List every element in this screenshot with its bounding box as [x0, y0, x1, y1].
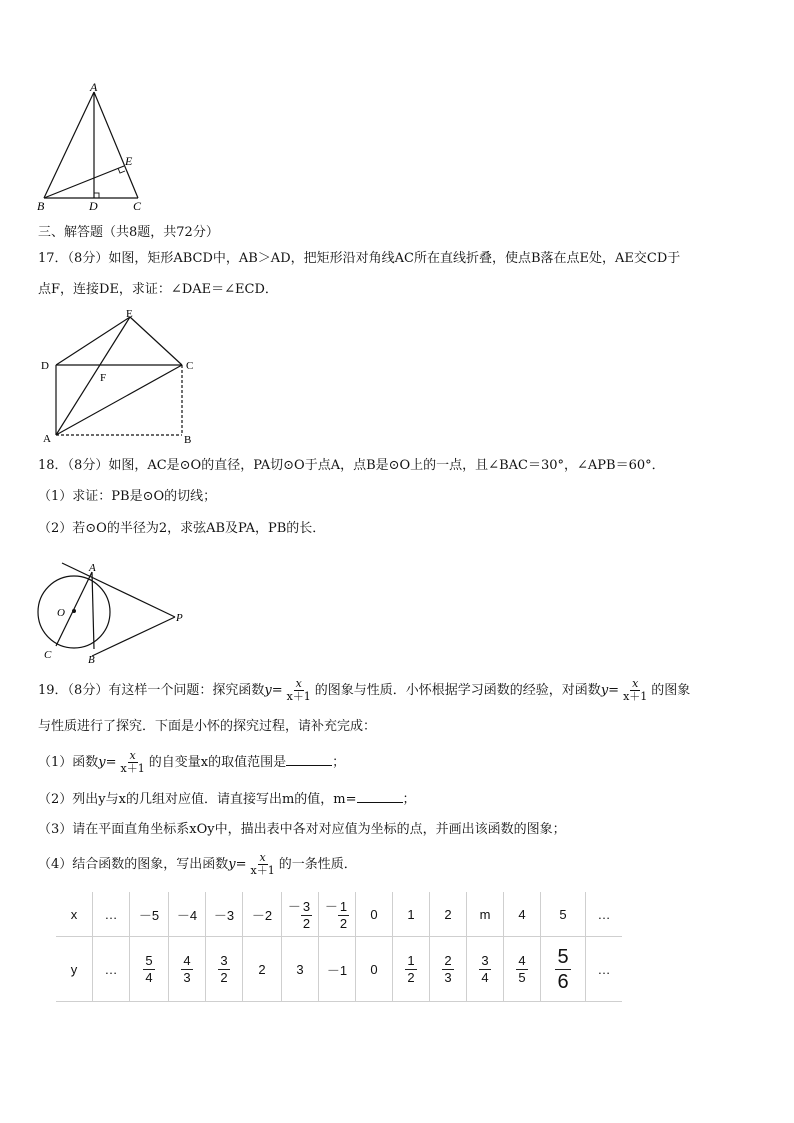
table-cell: 4 [504, 892, 541, 937]
table-cell: 2 [430, 892, 467, 937]
fraction: $\frac{3}{4}$ [481, 952, 489, 985]
label-B: B [37, 199, 45, 213]
triangle-figure [30, 80, 160, 215]
table-cell: －5 [130, 892, 169, 937]
table-cell [169, 937, 206, 1002]
function-fraction: $\frac{x}{x+1}$ [623, 677, 648, 703]
circle-tangent-figure [30, 555, 200, 670]
q19-sub3: （3）请在平面直角坐标系xOy中，描出表中各对对应值为坐标的点，并画出该函数的图象； [38, 822, 566, 837]
function-fraction: $\frac{x}{x+1}$ [250, 851, 275, 877]
table-cell [206, 937, 243, 1002]
q19-line2: 与性质进行了探究．下面是小怀的探究过程，请补充完成： [38, 719, 377, 734]
table-cell: 1 [393, 892, 430, 937]
label-F: F [100, 372, 107, 384]
table-cell: －4 [169, 892, 206, 937]
fraction: $\frac{3}{2}$ [302, 899, 311, 931]
table-cell: － $\frac{3}{2}$ [282, 892, 319, 937]
table-cell: 5 [541, 892, 586, 937]
fraction: $\frac{1}{2}$ [407, 952, 415, 985]
label-B: B [88, 654, 95, 666]
label-P: P [176, 612, 183, 624]
table-cell: 0 [356, 937, 393, 1002]
q18-line1: 18．（8分）如图，AC是⊙O的直径，PA切⊙O于点A，点B是⊙O上的一点，且∠BAC＝30°，∠APB＝60°． [38, 458, 665, 473]
table-cell [467, 937, 504, 1002]
table-cell: … [586, 892, 623, 937]
value-table [56, 892, 622, 1002]
table-cell: m [467, 892, 504, 937]
table-cell: －1 [319, 937, 356, 1002]
section-title: 三、解答题（共8题，共72分） [38, 225, 219, 240]
q18-sub2: （2）若⊙O的半径为2，求弦AB及PA，PB的长． [38, 521, 326, 536]
label-D: D [89, 199, 98, 213]
table-cell: 0 [356, 892, 393, 937]
table-cell [393, 937, 430, 1002]
label-C: C [133, 199, 142, 213]
table-cell: －2 [243, 892, 282, 937]
table-header-y: y [56, 937, 93, 1002]
q19-line1: 19．（8分）有这样一个问题：探究函数y= $\frac{x}{x+1}$ 的图象与性质．小怀根据学习函数的经验，对函数y= $\frac{x}{x+1}$ 的图象 [38, 677, 691, 703]
q19-sub4: （4）结合函数的图象，写出函数y= $\frac{x}{x+1}$ 的一条性质． [38, 851, 357, 877]
q18-sub1: （1）求证：PB是⊙O的切线； [38, 489, 217, 504]
answer-blank [286, 753, 332, 766]
table-header-x: x [56, 892, 93, 937]
q17-line2: 点F，连接DE，求证：∠DAE＝∠ECD． [38, 282, 278, 297]
table-row-x [56, 892, 622, 937]
function-fraction: $\frac{x}{x+1}$ [286, 677, 311, 703]
table-cell: 2 [243, 937, 282, 1002]
fraction: $\frac{4}{3}$ [183, 952, 191, 985]
q19-sub1: （1）函数y= $\frac{x}{x+1}$ 的自变量x的取值范围是 ； [38, 749, 346, 775]
fraction: $\frac{3}{2}$ [220, 952, 228, 985]
label-E: E [125, 154, 133, 168]
label-C: C [44, 649, 52, 661]
label-E: E [126, 308, 133, 320]
label-C: C [186, 360, 194, 372]
table-cell: … [93, 892, 130, 937]
table-row-y [56, 937, 622, 1002]
table-cell: 3 [282, 937, 319, 1002]
rectangle-fold-figure [36, 305, 206, 450]
fraction-large: $\frac{5}{6}$ [557, 945, 569, 993]
table-cell: … [586, 937, 623, 1002]
label-B: B [184, 434, 192, 446]
table-cell [130, 937, 169, 1002]
table-cell: … [93, 937, 130, 1002]
fraction: $\frac{5}{4}$ [145, 952, 153, 985]
label-A: A [43, 433, 51, 445]
label-A: A [90, 80, 98, 94]
label-O: O [57, 607, 65, 619]
table-cell [504, 937, 541, 1002]
table-cell: － $\frac{1}{2}$ [319, 892, 356, 937]
q19-sub2: （2）列出y与x的几组对应值．请直接写出m的值，m= ； [38, 792, 416, 807]
table-cell: －3 [206, 892, 243, 937]
fraction: $\frac{1}{2}$ [339, 899, 348, 931]
table-cell [541, 937, 586, 1002]
answer-blank [357, 790, 403, 803]
label-A: A [89, 562, 96, 574]
function-fraction: $\frac{x}{x+1}$ [120, 749, 145, 775]
label-D: D [41, 360, 49, 372]
fraction: $\frac{2}{3}$ [444, 952, 452, 985]
table-cell [430, 937, 467, 1002]
q17-line1: 17．（8分）如图，矩形ABCD中，AB＞AD，把矩形沿对角线AC所在直线折叠，使点B落在点E处，AE交CD于 [38, 251, 681, 266]
fraction: $\frac{4}{5}$ [518, 952, 526, 985]
